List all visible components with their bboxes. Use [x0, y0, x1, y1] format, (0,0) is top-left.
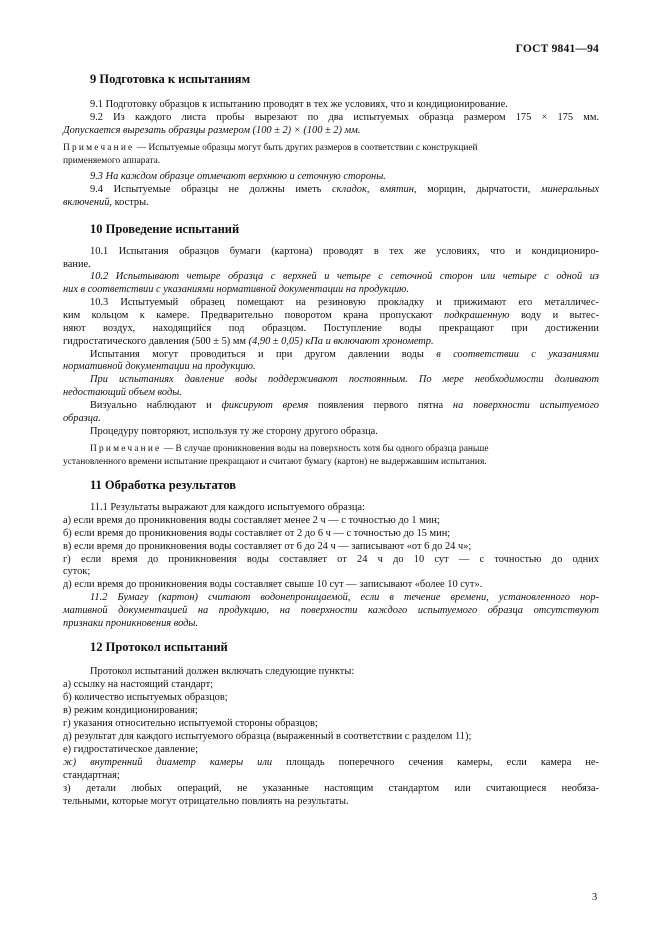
note-10-line-1	[90, 443, 599, 455]
para-9-1: 9.1 Подготовку образцов к испытанию проводят в тех же условиях, что и кондиционирование.	[90, 99, 508, 110]
text-run-italic: включений,	[63, 197, 113, 208]
section-11-title: 11 Обработка результатов	[90, 478, 237, 492]
protocol-item-h: з) детали любых операций, не указанные настоящим стандартом или считающиеся необяза-	[63, 783, 599, 794]
para-observe-cont: образца.	[63, 413, 101, 424]
para-9-2: 9.2 Из каждого листа пробы вырезают по два испытуемых образца размером 175 × 175 мм.	[90, 112, 599, 123]
text-run-italic: складок, вмятин,	[331, 184, 417, 195]
list-item-e: д) если время до проникновения воды составляет свыше 10 сут — записывают «более 10 сут».	[63, 579, 483, 590]
standard-header: ГОСТ 9841—94	[515, 43, 599, 55]
text-run: гидростатического давления (500 ± 5) мм	[63, 336, 249, 347]
note-label: Примечание	[90, 444, 162, 454]
para-constant-pressure: При испытаниях давление воды поддерживают постоянным. По мере необходимости доливают	[90, 374, 599, 385]
para-9-4-cont	[63, 197, 599, 209]
text-run-italic: в соответствии с указаниями	[436, 349, 599, 360]
list-item-c: в) если время до проникновения воды составляет от 6 до 24 ч — записывают «от 6 до 24 ч»;	[63, 541, 472, 552]
para-10-3-line-3: няют воздух, находящийся под образцом. Поступление воды прекращают при достижении	[63, 323, 599, 334]
para-11-2-line-2: мативной документацией на продукцию, на поверхности каждого испытуемого образца отсутствуют	[63, 605, 599, 616]
note-label: Примечание	[63, 143, 135, 153]
text-run: ким кольцом к камере. Предварительно поворотом крана пропускают	[63, 310, 445, 321]
text-run: воду и вытес-	[509, 310, 599, 321]
para-11-2-line-3: признаки проникновения воды.	[63, 618, 199, 629]
note-9-line-2: применяемого аппарата.	[63, 156, 161, 166]
list-item-a: а) если время до проникновения воды составляет менее 2 ч — с точностью до 1 мин;	[63, 515, 440, 526]
protocol-item-e: д) результат для каждого испытуемого образца (выраженный в соответствии с разделом 11);	[63, 731, 472, 742]
protocol-item-d: г) указания относительно испытуемой стороны образцов;	[63, 718, 318, 729]
note-9-line-1	[63, 142, 599, 154]
para-9-3: 9.3 На каждом образце отмечают верхнюю и сеточную стороны.	[90, 171, 386, 182]
text-run: костры.	[112, 197, 149, 208]
para-11-1: 11.1 Результаты выражают для каждого испытуемого образца:	[90, 502, 365, 513]
protocol-item-g-cont: стандартная;	[63, 770, 120, 781]
text-run: площадь поперечного сечения камеры, если камера не-	[272, 757, 599, 768]
list-item-d-cont: суток;	[63, 566, 91, 577]
section-9-title: 9 Подготовка к испытаниям	[90, 72, 251, 86]
para-9-4	[90, 184, 599, 196]
para-10-2-cont: них в соответствии с указаниями нормативной документации на продукцию.	[63, 284, 410, 295]
para-pressure-cont: нормативной документации на продукцию.	[63, 361, 256, 372]
para-11-2: 11.2 Бумагу (картон) считают водонепроницаемой, если в течение времени, установленного нор-	[90, 592, 599, 603]
text-run-italic: (4,90 ± 0,05) кПа и включают хронометр.	[248, 336, 434, 347]
text-run-italic: минеральных	[540, 184, 599, 195]
text-run-italic: фиксируют время	[221, 400, 309, 411]
protocol-item-a: а) ссылку на настоящий стандарт;	[63, 679, 214, 690]
para-9-2-cont: Допускается вырезать образцы размером (100 ± 2) × (100 ± 2) мм.	[63, 125, 361, 136]
list-item-b: б) если время до проникновения воды составляет от 2 до 6 ч — с точностью до 15 мин;	[63, 528, 451, 539]
para-10-3-line-2	[63, 310, 599, 322]
para-10-1-cont: вание.	[63, 259, 91, 270]
para-10-1: 10.1 Испытания образцов бумаги (картона) проводят в тех же условиях, что и кондициониро-	[90, 246, 599, 257]
list-item-d: г) если время до проникновения воды составляет от 24 ч до 10 сут — с точностью до одних	[63, 554, 599, 565]
protocol-item-h-cont: тельными, которые могут отрицательно повлиять на результаты.	[63, 796, 349, 807]
para-constant-pressure-cont: недостающий объем воды.	[63, 387, 182, 398]
page-number: 3	[592, 892, 598, 903]
protocol-intro: Протокол испытаний должен включать следующие пункты:	[90, 666, 355, 677]
para-10-3: 10.3 Испытуемый образец помещают на резиновую прокладку и прижимают его металличес-	[90, 297, 599, 308]
text-run: Испытания могут проводиться и при другом давлении воды	[90, 349, 437, 360]
note-text: — Испытуемые образцы могут быть других размеров в соответствии с конструкцией	[134, 143, 478, 153]
para-10-3-line-4	[63, 336, 599, 348]
text-run: появления первого пятна	[308, 400, 453, 411]
para-repeat: Процедуру повторяют, используя ту же сторону другого образца.	[90, 426, 378, 437]
note-10-line-2: установленного времени испытание прекращают и считают бумагу (картон) не выдержавшим испытания.	[63, 457, 487, 467]
text-run: морщин, дырчатости,	[416, 184, 541, 195]
para-pressure	[90, 349, 599, 361]
protocol-item-c: в) режим кондиционирования;	[63, 705, 198, 716]
text-run-italic: подкрашенную	[444, 310, 510, 321]
section-12-title: 12 Протокол испытаний	[90, 640, 228, 654]
text-run-italic: ж) внутренний диаметр камеры или	[63, 757, 273, 768]
para-observe	[90, 400, 599, 412]
protocol-item-f: е) гидростатическое давление;	[63, 744, 198, 755]
section-10-title: 10 Проведение испытаний	[90, 222, 240, 236]
note-text: — В случае проникновения воды на поверхность хотя бы одного образца раньше	[161, 444, 489, 454]
protocol-item-b: б) количество испытуемых образцов;	[63, 692, 228, 703]
text-run: Визуально наблюдают и	[90, 400, 222, 411]
para-10-2: 10.2 Испытывают четыре образца с верхней и четыре с сеточной сторон или четыре с одной из	[90, 271, 599, 282]
text-run-italic: на поверхности испытуемого	[452, 400, 599, 411]
protocol-item-g	[63, 757, 599, 769]
text-run: 9.4 Испытуемые образцы не должны иметь	[90, 184, 332, 195]
